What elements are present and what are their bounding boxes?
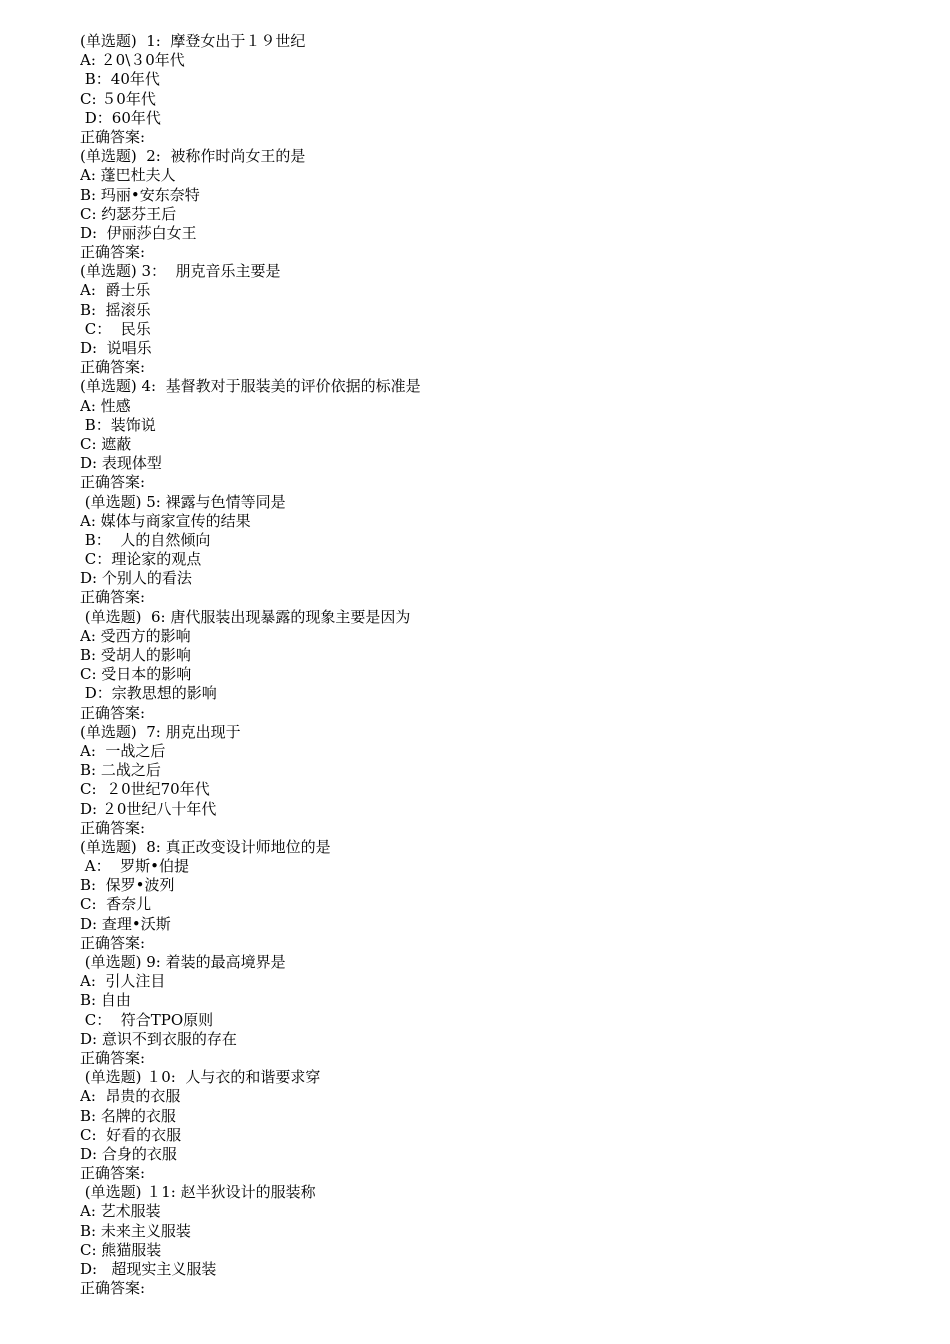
option-d: D: 表现体型 <box>80 454 162 473</box>
option-a: A: 蓬巴杜夫人 <box>80 166 176 185</box>
option-d: D: 意识不到衣服的存在 <box>80 1029 237 1048</box>
option-a: A: 艺术服装 <box>80 1202 161 1221</box>
question-11 <box>80 1183 900 1298</box>
option-c: C: ２0世纪70年代 <box>80 780 210 799</box>
question-6 <box>80 608 900 723</box>
question-stem: (单选题) 4: 基督教对于服装美的评价依据的标准是 <box>80 377 421 396</box>
question-9 <box>80 953 900 1068</box>
question-5 <box>80 493 900 608</box>
option-a: A: 引人注目 <box>80 972 166 991</box>
answer-label: 正确答案: <box>80 127 146 146</box>
option-d: D: 伊丽莎白女王 <box>80 223 197 242</box>
question-list <box>80 32 900 1298</box>
option-c: C：理论家的观点 <box>80 550 202 569</box>
option-c: C: 受日本的影响 <box>80 665 192 684</box>
answer-label: 正确答案: <box>80 243 146 262</box>
question-stem: (单选题) 3： 朋克音乐主要是 <box>80 262 281 281</box>
question-3 <box>80 262 900 377</box>
question-stem: (单选题) 8: 真正改变设计师地位的是 <box>80 837 331 856</box>
option-b: B： 人的自然倾向 <box>80 530 211 549</box>
option-d: D: 个别人的看法 <box>80 569 192 588</box>
question-1 <box>80 32 900 147</box>
option-b: B: 摇滚乐 <box>80 300 151 319</box>
question-stem: (单选题) 2: 被称作时尚女王的是 <box>80 147 306 166</box>
option-b: B: 自由 <box>80 991 131 1010</box>
option-c: C: ５0年代 <box>80 89 156 108</box>
option-a: A: 受西方的影响 <box>80 626 191 645</box>
answer-label: 正确答案: <box>80 358 146 377</box>
option-d: D：宗教思想的影响 <box>80 684 217 703</box>
option-d: D: 查理•沃斯 <box>80 914 171 933</box>
option-a: A: 媒体与商家宣传的结果 <box>80 511 251 530</box>
answer-label: 正确答案: <box>80 933 146 952</box>
option-b: B: 二战之后 <box>80 761 161 780</box>
question-stem: (单选题) 6: 唐代服装出现暴露的现象主要是因为 <box>80 607 411 626</box>
option-c: C: 遮蔽 <box>80 434 132 453</box>
option-a: A: 性感 <box>80 396 131 415</box>
question-10 <box>80 1068 900 1183</box>
question-stem: (单选题) 1: 摩登女出于１９世纪 <box>80 32 306 50</box>
option-b: B: 保罗•波列 <box>80 876 175 895</box>
question-stem: (单选题) 7: 朋克出现于 <box>80 722 241 741</box>
option-d: D: 说唱乐 <box>80 339 152 357</box>
option-d: D: ２0世纪八十年代 <box>80 799 217 818</box>
option-b: B：装饰说 <box>80 415 156 434</box>
question-4 <box>80 377 900 492</box>
answer-label: 正确答案: <box>80 588 146 607</box>
question-8 <box>80 838 900 953</box>
option-b: B: 名牌的衣服 <box>80 1106 176 1125</box>
option-a: A： 罗斯•伯提 <box>80 857 189 876</box>
option-c: C: 香奈儿 <box>80 895 152 914</box>
option-b: B：40年代 <box>80 70 160 89</box>
option-b: B: 未来主义服装 <box>80 1221 191 1240</box>
question-stem: (单选题) 9: 着装的最高境界是 <box>80 953 286 971</box>
question-stem: (单选题) １0: 人与衣的和谐要求穿 <box>80 1068 321 1087</box>
option-d: D: 超现实主义服装 <box>80 1260 217 1278</box>
answer-label: 正确答案: <box>80 1279 146 1298</box>
option-c: C: 好看的衣服 <box>80 1125 182 1144</box>
option-d: D: 合身的衣服 <box>80 1144 177 1163</box>
option-b: B: 受胡人的影响 <box>80 646 191 664</box>
option-c: C: 约瑟芬王后 <box>80 204 177 223</box>
option-c: C： 符合TPO原则 <box>80 1010 214 1029</box>
option-a: A: ２0\３0年代 <box>80 51 185 70</box>
option-a: A: 爵士乐 <box>80 281 151 300</box>
option-d: D：60年代 <box>80 108 161 127</box>
option-c: C： 民乐 <box>80 319 151 338</box>
option-a: A: 一战之后 <box>80 741 166 760</box>
option-c: C: 熊猫服装 <box>80 1240 162 1259</box>
answer-label: 正确答案: <box>80 1164 146 1183</box>
question-stem: (单选题) １1: 赵半狄设计的服装称 <box>80 1183 316 1202</box>
option-b: B: 玛丽•安东奈特 <box>80 185 200 204</box>
question-stem: (单选题) 5: 裸露与色情等同是 <box>80 492 286 511</box>
answer-label: 正确答案: <box>80 473 146 492</box>
answer-label: 正确答案: <box>80 1048 146 1067</box>
answer-label: 正确答案: <box>80 703 146 722</box>
option-a: A: 昂贵的衣服 <box>80 1087 181 1106</box>
question-2 <box>80 147 900 262</box>
answer-label: 正确答案: <box>80 818 146 837</box>
question-7 <box>80 723 900 838</box>
